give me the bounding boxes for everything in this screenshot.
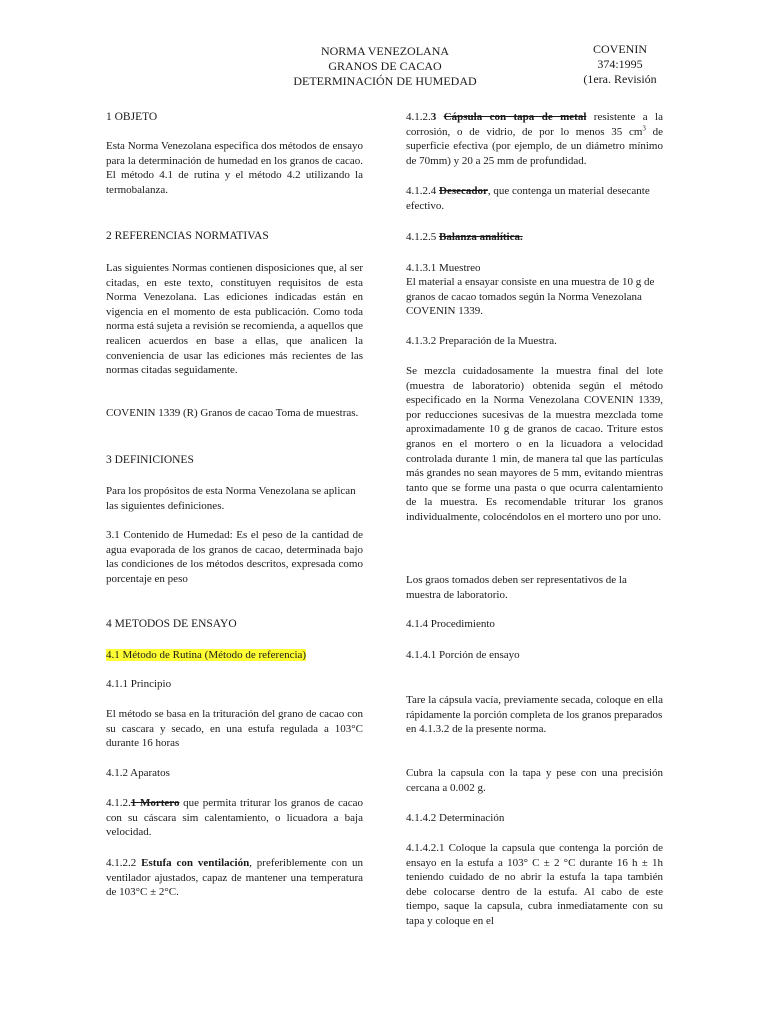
- item-text: , que contenga un material desecante efectivo.: [406, 185, 650, 212]
- struck-term: Desecador: [439, 185, 488, 197]
- item-number: 4.1.2.4: [406, 185, 439, 197]
- standard-code-block: [560, 42, 680, 87]
- standard-number: 374:1995: [597, 57, 643, 71]
- section-4-1-2-4-text: [406, 184, 663, 213]
- section-4-1-3-2-text: Se mezcla cuidadosamente la muestra final del lote (muestra de laboratorio) obtenida según el método especificado en la Norma Venezolana COVENIN 1339, por reducciones sucesivas de la muestra mezclada tome aproximadamente 10 g de granos de cacao. Triture estos granos en el mortero o en la licuadora a velocidad controlada durante 1 min, de manera tal que las partículas más grandes no sean mayores de 5 mm, evitando mientras tanto que se forme una pasta o que ocurra calentamiento de la muestra. Es recomendable triturar los granos individualmente, colocéndolos en el mortero uno por uno.: [406, 365, 663, 523]
- standard-revision: (1era. Revisión: [583, 72, 657, 86]
- section-4-1-1-heading: 4.1.1 Principio: [106, 678, 172, 690]
- item-text: resistente a la corrosión, o de vidrio, de por lo menos 35 cm: [406, 111, 663, 138]
- section-4-1-2-2-text: [106, 856, 363, 900]
- section-4-1-3-1-heading: 4.1.3.1 Muestreo: [406, 262, 481, 274]
- item-text: de superficie efectiva (por ejemplo, de un diámetro mínimo de 70mm) y 20 a 25 mm de profundidad.: [406, 125, 663, 167]
- section-3-heading: 3 DEFINICIONES: [106, 454, 194, 466]
- item-number: 4.1.2.5: [406, 231, 439, 243]
- struck-term: Cápsula con tapa de metal: [443, 111, 587, 123]
- procedure-text: Tare la cápsula vacía, previamente secada, coloque en ella rápidamente la porción completa de los granos preparados: [406, 694, 663, 721]
- highlighted-heading: 4.1 Método de Rutina (Método de referencia): [106, 649, 307, 661]
- section-2-text: Las siguientes Normas contienen disposiciones que, al ser citadas, en este texto, constituyen requisitos de esta Norma Venezolana. Las ediciones indicadas están en vigencia en el momento de esta publicación. Como toda norma está sujeta a revisión se recomienda, a aquellos que realicen acuerdos en base a ellas, que analicen la conveniencia de usar las ediciones más recientes de las normas citadas seguidamente.: [106, 262, 363, 377]
- item-number: 4.1.2.2: [106, 857, 142, 869]
- title-line-2: GRANOS DE CACAO: [328, 59, 442, 73]
- document-title-block: [260, 44, 510, 89]
- section-4-1-3-2-heading: 4.1.3.2 Preparación de la Muestra.: [406, 335, 557, 347]
- standard-code: COVENIN: [593, 42, 647, 56]
- section-4-1-1-text: El método se basa en la trituración del grano de cacao con su cascara y secado, en una estufa regulada a 103°C durante 16 horas: [106, 708, 363, 750]
- section-4-1-2-5-text: [406, 230, 663, 245]
- section-4-1-2-3-text: [406, 110, 663, 168]
- section-4-heading: 4 METODOS DE ENSAYO: [106, 618, 237, 630]
- section-4-1-2-heading: 4.1.2 Aparatos: [106, 767, 170, 779]
- section-4-1-2-1-text: [106, 796, 363, 840]
- section-3-1-text: 3.1 Contenido de Humedad: Es el peso de la cantidad de agua evaporada de los granos de cacao, determinada bajo las condiciones de los métodos descritos, expresada como porcentaje en peso: [106, 529, 363, 585]
- procedure-text-continued: en 4.1.3.2 de la presente norma.: [406, 723, 547, 736]
- struck-term: Balanza analítica.: [439, 231, 523, 243]
- item-number: 4.1.2.: [106, 797, 131, 809]
- section-4-1-4-2-heading: 4.1.4.2 Determinación: [406, 812, 505, 824]
- item-number: 4.1.2.: [406, 111, 431, 123]
- title-line-3: DETERMINACIÓN DE HUMEDAD: [293, 74, 477, 88]
- section-4-1-4-1-text: [406, 693, 663, 737]
- section-1-text: Esta Norma Venezolana especifica dos métodos de ensayo para la determinación de humedad en los granos de cacao. El método 4.1 de rutina y el método 4.2 utilizando la termobalanza.: [106, 140, 363, 196]
- section-4-1-3-2-note: Los graos tomados deben ser representativos de la muestra de laboratorio.: [406, 574, 627, 601]
- section-2-heading: 2 REFERENCIAS NORMATIVAS: [106, 230, 269, 242]
- section-4-1-heading: [106, 648, 363, 663]
- item-text: , preferiblemente con un ventilador ajustados, capaz de mantener una temperatura de 103°C ± 2°C.: [106, 857, 364, 899]
- section-2-reference: COVENIN 1339 (R) Granos de cacao Toma de muestras.: [106, 407, 359, 419]
- superscript: 3: [642, 123, 646, 132]
- section-4-1-4-1-text-2: Cubra la capsula con la tapa y pese con una precisión cercana a 0.002 g.: [406, 767, 663, 794]
- section-4-1-4-1-heading: 4.1.4.1 Porción de ensayo: [406, 649, 520, 661]
- title-line-1: NORMA VENEZOLANA: [320, 44, 450, 58]
- section-4-1-4-heading: 4.1.4 Procedimiento: [406, 618, 495, 630]
- section-3-text: Para los propósitos de esta Norma Venezolana se aplican las siguientes definiciones.: [106, 485, 356, 512]
- section-4-1-4-2-1-text: 4.1.4.2.1 Coloque la capsula que contenga la porción de ensayo en la estufa a 103° C ± 2 °C durante 16 h ± 1h teniendo cuidado de no abrir la estufa la tapa también debe colocarse dentro de la estufa. Al cabo de este tiempo, saque la capsula, cubra inmediatamente con su tapa y coloque en el: [406, 842, 663, 927]
- bold-term: Estufa con ventilación: [141, 857, 250, 869]
- item-text: que permita triturar los granos de cacao con su cáscara sim calentamiento, o licuadora a baja velocidad.: [106, 797, 363, 839]
- struck-term: 1 Mortero: [130, 797, 180, 809]
- bold-term: 3: [430, 111, 444, 123]
- section-4-1-3-1-text: El material a ensayar consiste en una muestra de 10 g de granos de cacao tomados según la Norma Venezolana COVENIN 1339.: [406, 276, 655, 318]
- section-1-heading: 1 OBJETO: [106, 111, 158, 123]
